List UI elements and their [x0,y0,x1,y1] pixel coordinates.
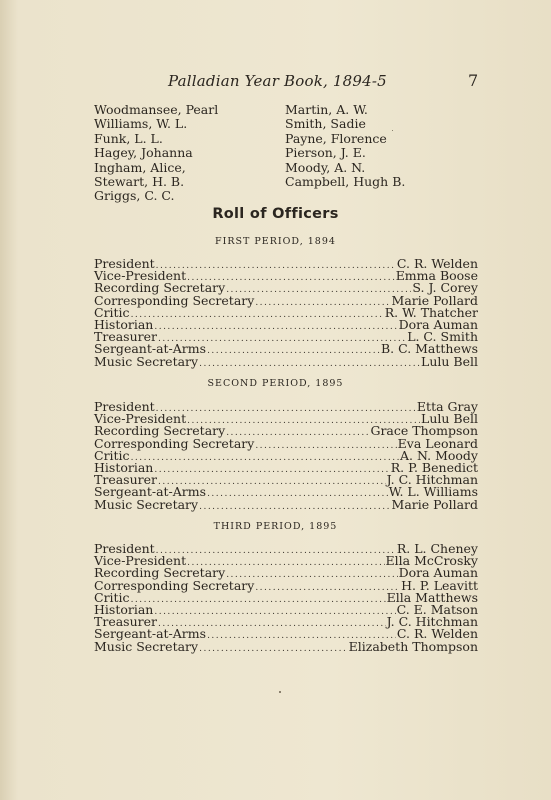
office-title: Vice-President [94,268,187,284]
office-title: Vice-President [94,553,187,569]
office-title: Critic [94,304,130,320]
office-title: Music Secretary [94,638,199,654]
office-title: Treasurer [94,329,157,345]
officer-name: R. L. Cheney [396,541,478,556]
dot-leader [199,501,390,513]
period-heading: THIRD PERIOD, 1895 [213,521,338,532]
member-name: Funk, L. L. [94,130,163,146]
officer-name: Marie Pollard [391,292,478,308]
member-name: Campbell, Hugh B. [285,174,406,190]
officer-name: Ella McCrosky [385,553,478,569]
office-title: Corresponding Secretary [94,435,255,451]
office-title: Music Secretary [94,496,199,512]
paper-speck [392,130,393,131]
office-title: President [94,256,155,271]
dot-leader [154,606,395,618]
member-name: Stewart, H. B. [94,174,185,190]
officer-name: S. J. Corey [412,280,478,296]
member-name: Hagey, Johanna [94,145,193,161]
officer-list [94,258,478,368]
dot-leader [154,464,389,476]
dot-leader [255,440,396,452]
member-name: Woodmansee, Pearl [94,102,219,117]
office-title: Treasurer [94,472,157,488]
officer-name: J. C. Hitchman [386,614,478,630]
office-title: Sergeant-at-Arms [94,626,207,642]
dot-leader [156,545,396,557]
dot-leader [199,358,420,370]
office-title: Treasurer [94,614,157,630]
office-title: Historian [94,316,154,332]
page-number: 7 [468,71,479,90]
officer-name: L. C. Smith [407,329,478,345]
office-title: Sergeant-at-Arms [94,484,207,500]
office-title: Critic [94,447,130,463]
officer-name: J. C. Hitchman [386,472,478,488]
officer-row [94,496,478,512]
officer-name: H. P. Leavitt [401,577,478,593]
member-name: Ingham, Alice, [94,159,186,175]
officer-name: W. L. Williams [388,484,478,500]
officer-name: B. C. Matthews [380,341,478,357]
member-name: Smith, Sadie [285,116,366,132]
dot-leader [255,582,400,594]
office-title: Historian [94,459,154,475]
dot-leader [255,297,390,309]
officer-name: Ella Matthews [386,589,478,605]
officer-row [94,353,478,369]
officer-row [94,638,478,654]
officer-name: C. E. Matson [396,601,478,617]
officer-name: Dora Auman [398,565,478,581]
dot-leader [131,309,384,321]
officer-name: R. W. Thatcher [384,304,478,320]
member-name: Pierson, J. E. [285,145,366,161]
office-title: Critic [94,589,130,605]
member-list-right [285,103,405,189]
dot-leader [154,321,397,333]
dot-leader [156,403,416,415]
dot-leader [131,452,399,464]
office-title: Corresponding Secretary [94,292,255,308]
paper-speck [279,691,281,693]
office-title: President [94,399,155,414]
office-title: Sergeant-at-Arms [94,341,207,357]
officer-name: Emma Boose [395,268,478,284]
office-title: Vice-President [94,411,187,427]
officer-name: Grace Thompson [370,423,478,439]
dot-leader [199,643,348,655]
period-heading: SECOND PERIOD, 1895 [207,378,344,389]
officer-name: A. N. Moody [400,447,478,463]
member-name: Martin, A. W. [285,102,368,117]
officer-name: Lulu Bell [421,411,478,427]
member-name: Williams, W. L. [94,116,188,132]
officer-name: C. R. Welden [396,256,478,271]
officer-list [94,543,478,653]
office-title: President [94,541,155,556]
office-title: Recording Secretary [94,423,226,439]
office-title: Corresponding Secretary [94,577,255,593]
member-list-left [94,103,218,204]
officer-name: Elizabeth Thompson [348,638,478,654]
roll-heading: Roll of Officers [212,206,339,222]
officer-name: C. R. Welden [396,626,478,642]
officer-name: Marie Pollard [391,496,478,512]
officer-name: Dora Auman [398,316,478,332]
dot-leader [207,345,380,357]
period-heading: FIRST PERIOD, 1894 [215,236,336,247]
officer-name: Lulu Bell [421,353,478,369]
member-name: Payne, Florence [285,130,387,146]
office-title: Recording Secretary [94,280,226,296]
running-title: Palladian Year Book, 1894-5 [168,72,387,90]
running-header [0,72,551,92]
dot-leader [207,488,388,500]
member-name: Moody, A. N. [285,159,366,175]
officer-list [94,401,478,511]
office-title: Historian [94,601,154,617]
officer-name: Eva Leonard [397,435,478,451]
office-title: Music Secretary [94,353,199,369]
dot-leader [131,594,386,606]
office-title: Recording Secretary [94,565,226,581]
officer-name: Etta Gray [416,399,478,414]
officer-name: R. P. Benedict [390,459,478,475]
dot-leader [156,260,396,272]
member-name: Griggs, C. C. [94,188,175,204]
